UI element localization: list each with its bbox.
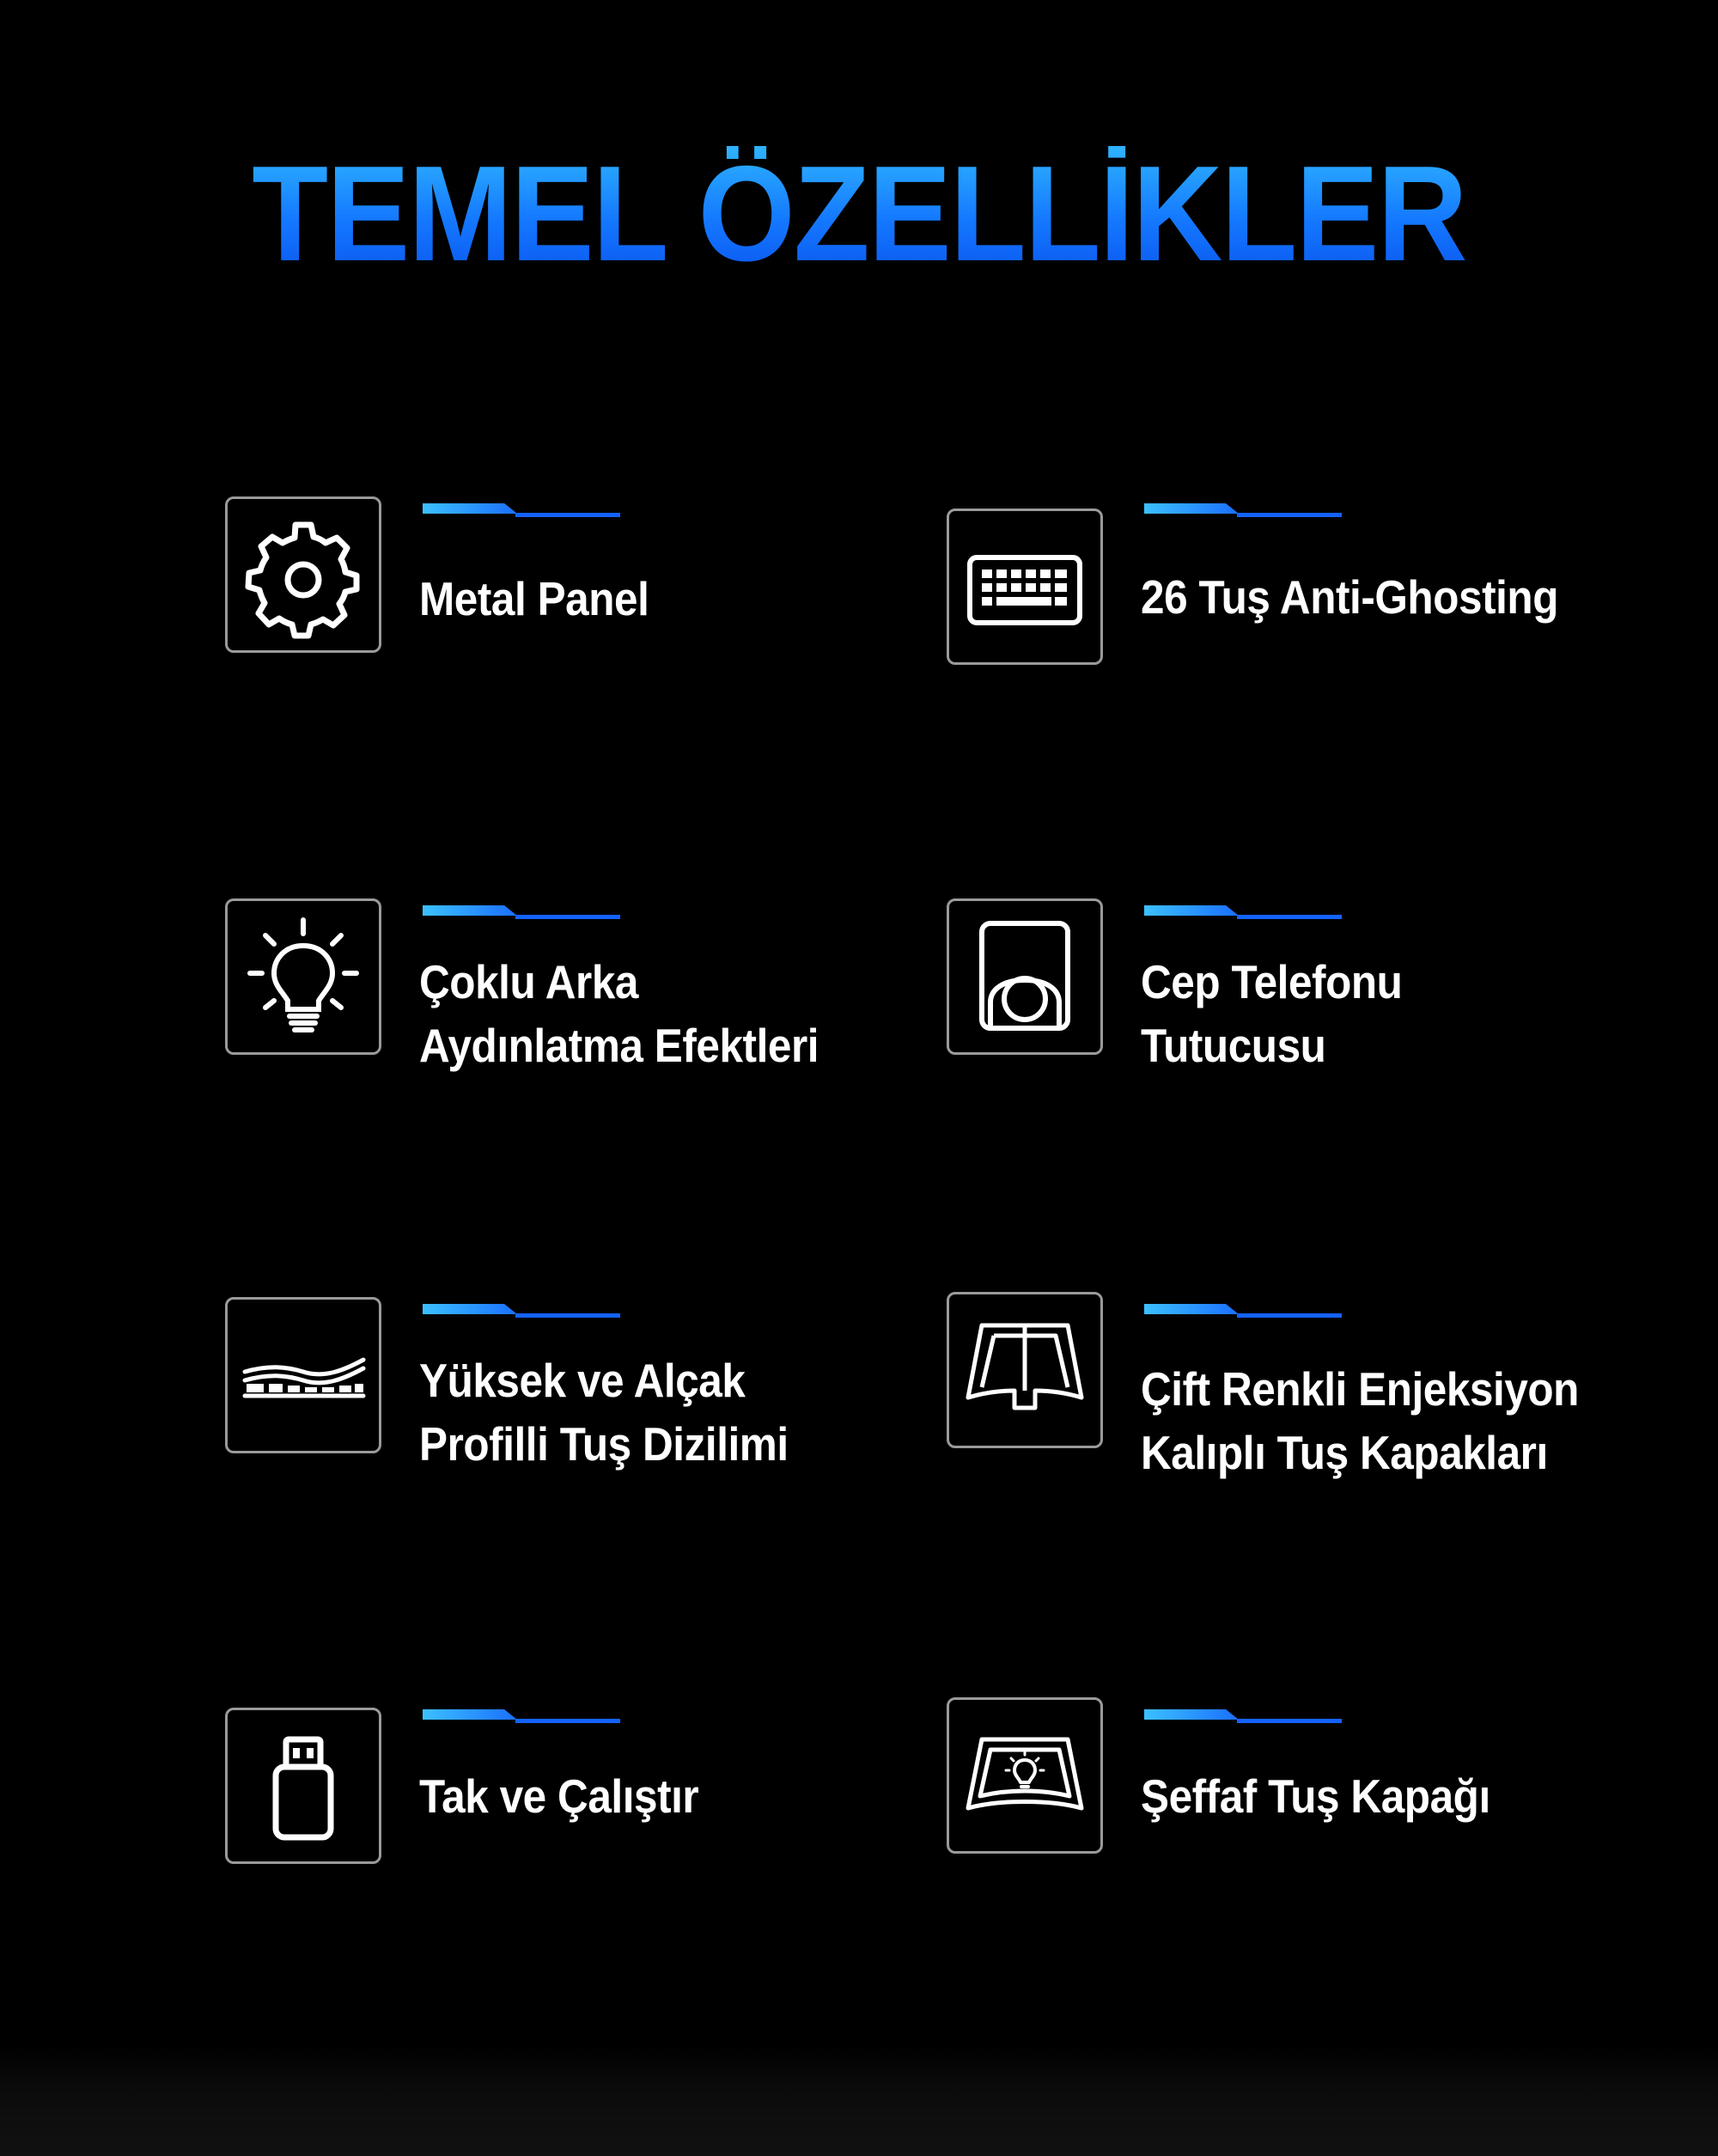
feature-anti-ghosting xyxy=(947,495,1634,701)
feature-keycap-profile xyxy=(225,1295,912,1501)
feature-label: Şeffaf Tuş Kapağı xyxy=(1141,1769,1490,1823)
accent-stripe xyxy=(1144,905,1342,923)
double-shot-keycap-icon xyxy=(947,1292,1103,1448)
accent-stripe xyxy=(423,503,620,521)
feature-label: Metal Panel xyxy=(419,572,649,625)
feature-metal-panel xyxy=(225,495,912,701)
accent-stripe xyxy=(1144,503,1342,521)
feature-plug-and-play xyxy=(225,1701,912,1907)
feature-backlight-effects xyxy=(225,897,912,1103)
feature-label: 26 Tuş Anti-Ghosting xyxy=(1141,570,1558,624)
transparent-keycap-icon xyxy=(947,1697,1103,1854)
accent-stripe xyxy=(1144,1709,1342,1727)
bottom-band xyxy=(0,2044,1718,2156)
feature-label: Çoklu Arka Aydınlatma Efektleri xyxy=(419,955,819,1072)
accent-stripe xyxy=(423,1709,620,1727)
accent-stripe xyxy=(423,1304,620,1321)
feature-label: Çift Renkli Enjeksiyon Kalıplı Tuş Kapakları xyxy=(1141,1362,1579,1479)
feature-label: Tak ve Çalıştır xyxy=(419,1769,699,1823)
feature-label: Cep Telefonu Tutucusu xyxy=(1141,955,1403,1072)
keyboard-icon xyxy=(947,509,1103,665)
feature-label: Yüksek ve Alçak Profilli Tuş Dizilimi xyxy=(419,1354,789,1471)
accent-stripe xyxy=(1144,1304,1342,1321)
accent-stripe xyxy=(423,905,620,923)
phone-holder-icon xyxy=(947,898,1103,1055)
feature-transparent-keycap xyxy=(947,1701,1634,1907)
keycap-profile-icon xyxy=(225,1297,381,1453)
usb-plug-icon xyxy=(225,1708,381,1864)
lightbulb-icon xyxy=(225,898,381,1055)
page-title: TEMEL ÖZELLİKLER xyxy=(69,146,1649,282)
feature-double-shot-keycaps xyxy=(947,1295,1634,1501)
gear-icon xyxy=(225,496,381,653)
feature-phone-holder xyxy=(947,897,1634,1103)
